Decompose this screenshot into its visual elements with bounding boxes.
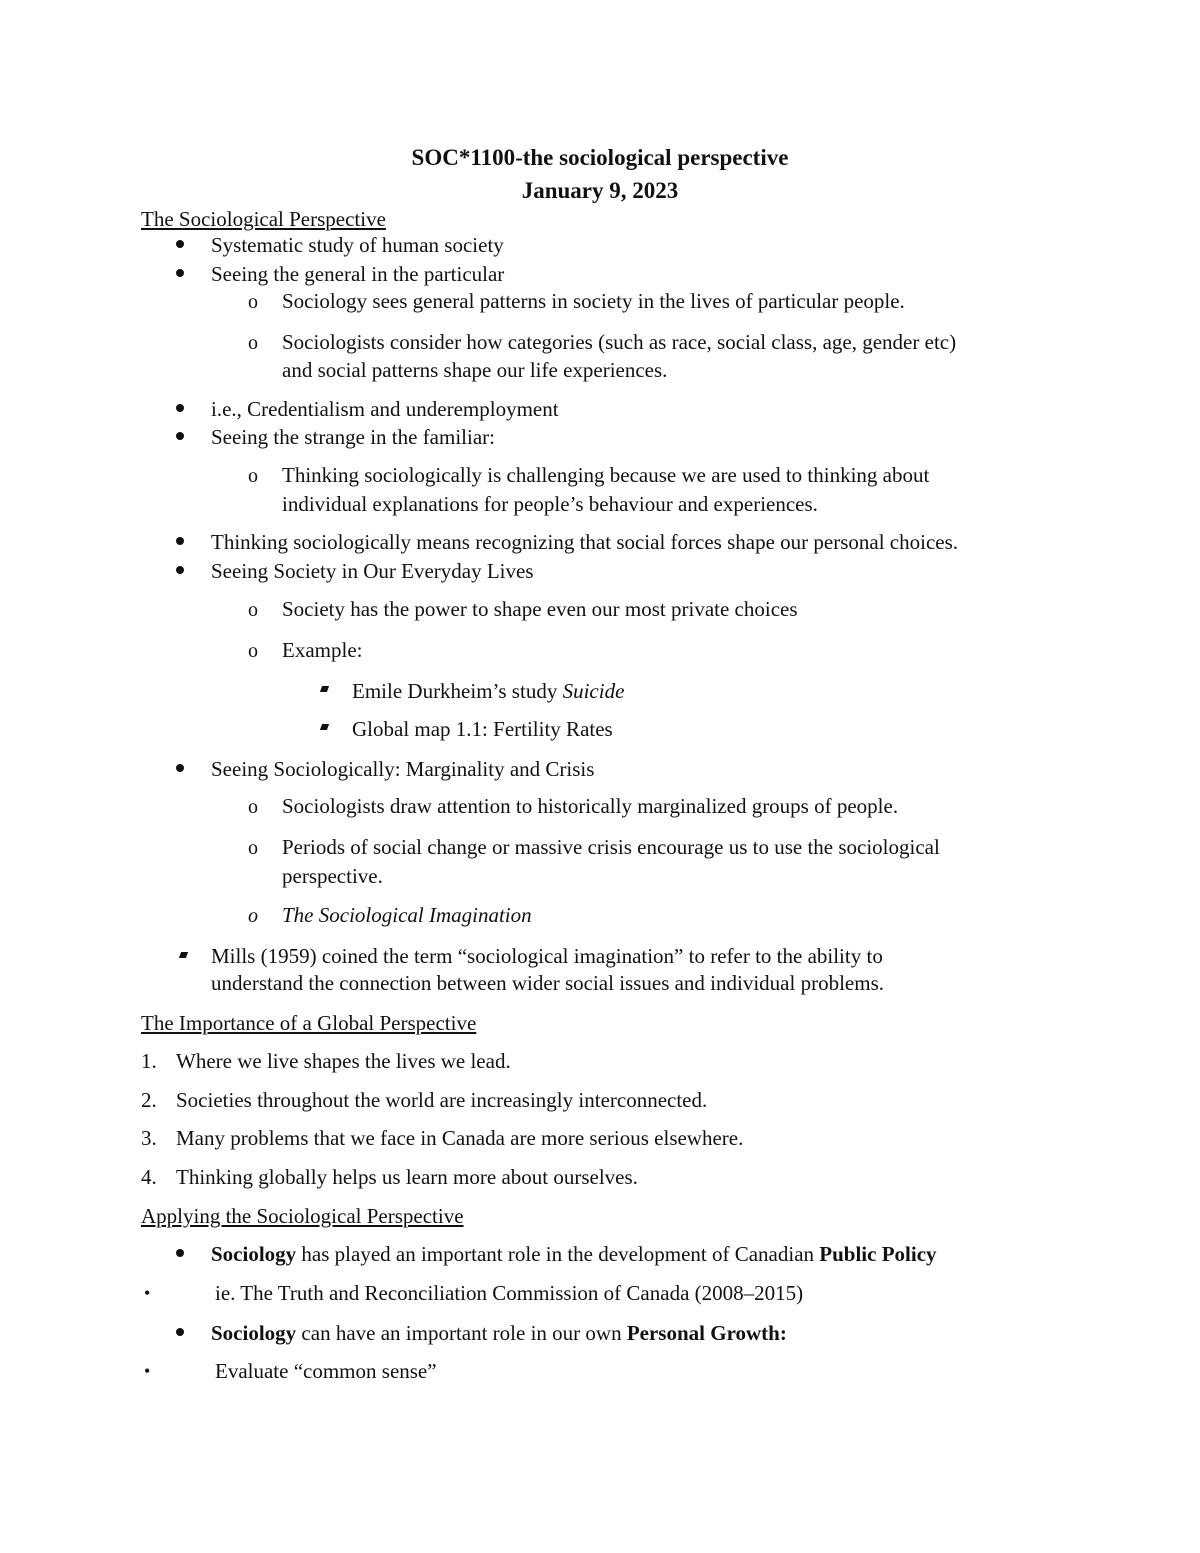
small-bullet-icon: • xyxy=(144,1361,151,1381)
small-bullet-icon: • xyxy=(144,1283,151,1303)
bullet-icon xyxy=(176,269,184,277)
list-item-continuation: individual explanations for people’s behaviour and experiences. xyxy=(282,492,818,516)
bullet-icon xyxy=(176,537,184,545)
bold-term: Public Policy xyxy=(819,1242,937,1266)
circle-bullet-icon: o xyxy=(248,332,258,354)
circle-bullet-icon: o xyxy=(248,796,258,818)
list-item: Seeing Sociologically: Marginality and Crisis xyxy=(211,757,595,781)
numbered-list-item: Where we live shapes the lives we lead. xyxy=(176,1049,511,1073)
list-item: ie. The Truth and Reconciliation Commission of Canada (2008–2015) xyxy=(215,1281,804,1305)
list-item: Periods of social change or massive crisis encourage us to use the sociological xyxy=(282,835,940,859)
list-item: Sociologists consider how categories (such as race, social class, age, gender etc) xyxy=(282,330,957,354)
bold-term: Sociology xyxy=(211,1321,297,1345)
list-item xyxy=(211,1319,787,1347)
list-item xyxy=(211,1240,937,1268)
bullet-icon xyxy=(176,404,184,412)
bullet-icon xyxy=(176,764,184,772)
section-heading-global-perspective: The Importance of a Global Perspective xyxy=(141,1011,477,1035)
emphasis-text: Suicide xyxy=(562,679,625,703)
list-item: Thinking sociologically is challenging because we are used to thinking about xyxy=(282,463,930,487)
list-item-continuation: perspective. xyxy=(282,864,383,888)
circle-bullet-icon: o xyxy=(248,291,258,313)
list-item: Seeing the general in the particular xyxy=(211,262,505,286)
list-number: 2. xyxy=(141,1088,157,1112)
list-number: 1. xyxy=(141,1049,157,1073)
list-item: Mills (1959) coined the term “sociological imagination” to refer to the ability to xyxy=(211,944,883,968)
section-heading-applying-perspective: Applying the Sociological Perspective xyxy=(141,1204,464,1228)
circle-bullet-icon: o xyxy=(248,905,258,927)
list-item: Systematic study of human society xyxy=(211,233,504,257)
list-item-text: Emile Durkheim’s study xyxy=(352,679,563,703)
list-item: Sociology sees general patterns in society in the lives of particular people. xyxy=(282,289,905,313)
list-item xyxy=(352,677,624,705)
list-item: i.e., Credentialism and underemployment xyxy=(211,397,559,421)
document-date: January 9, 2023 xyxy=(521,178,679,203)
list-number: 4. xyxy=(141,1165,157,1189)
document-title: SOC*1100-the sociological perspective xyxy=(411,145,789,170)
list-item: Sociologists draw attention to historically marginalized groups of people. xyxy=(282,794,899,818)
bullet-icon xyxy=(179,952,188,958)
section-heading-sociological-perspective: The Sociological Perspective xyxy=(141,207,386,231)
list-item: Global map 1.1: Fertility Rates xyxy=(352,717,613,741)
list-item: Seeing the strange in the familiar: xyxy=(211,425,495,449)
circle-bullet-icon: o xyxy=(248,465,258,487)
circle-bullet-icon: o xyxy=(248,640,258,662)
square-bullet-icon xyxy=(320,686,329,692)
list-item-continuation: and social patterns shape our life experiences. xyxy=(282,358,668,382)
bullet-icon xyxy=(176,566,184,574)
list-item-continuation: understand the connection between wider social issues and individual problems. xyxy=(211,971,884,995)
numbered-list-item: Societies throughout the world are increasingly interconnected. xyxy=(176,1088,708,1112)
list-item-text: has played an important role in the development of Canadian xyxy=(296,1242,820,1266)
list-item: Thinking sociologically means recognizing that social forces shape our personal choices. xyxy=(211,530,959,554)
list-item: Society has the power to shape even our most private choices xyxy=(282,597,798,621)
list-item-text: can have an important role in our own xyxy=(296,1321,627,1345)
bold-term: Sociology xyxy=(211,1242,297,1266)
bullet-icon xyxy=(176,240,184,248)
numbered-list-item: Thinking globally helps us learn more about ourselves. xyxy=(176,1165,638,1189)
numbered-list-item: Many problems that we face in Canada are more serious elsewhere. xyxy=(176,1126,744,1150)
bullet-icon xyxy=(176,432,184,440)
list-item: Seeing Society in Our Everyday Lives xyxy=(211,559,534,583)
list-item: Evaluate “common sense” xyxy=(215,1359,437,1383)
list-item: Example: xyxy=(282,638,363,662)
square-bullet-icon xyxy=(320,724,329,730)
bold-term: Personal Growth: xyxy=(626,1321,787,1345)
circle-bullet-icon: o xyxy=(248,837,258,859)
bullet-icon xyxy=(176,1328,184,1336)
list-item: The Sociological Imagination xyxy=(282,903,532,927)
bullet-icon xyxy=(176,1249,184,1257)
list-number: 3. xyxy=(141,1126,157,1150)
circle-bullet-icon: o xyxy=(248,599,258,621)
